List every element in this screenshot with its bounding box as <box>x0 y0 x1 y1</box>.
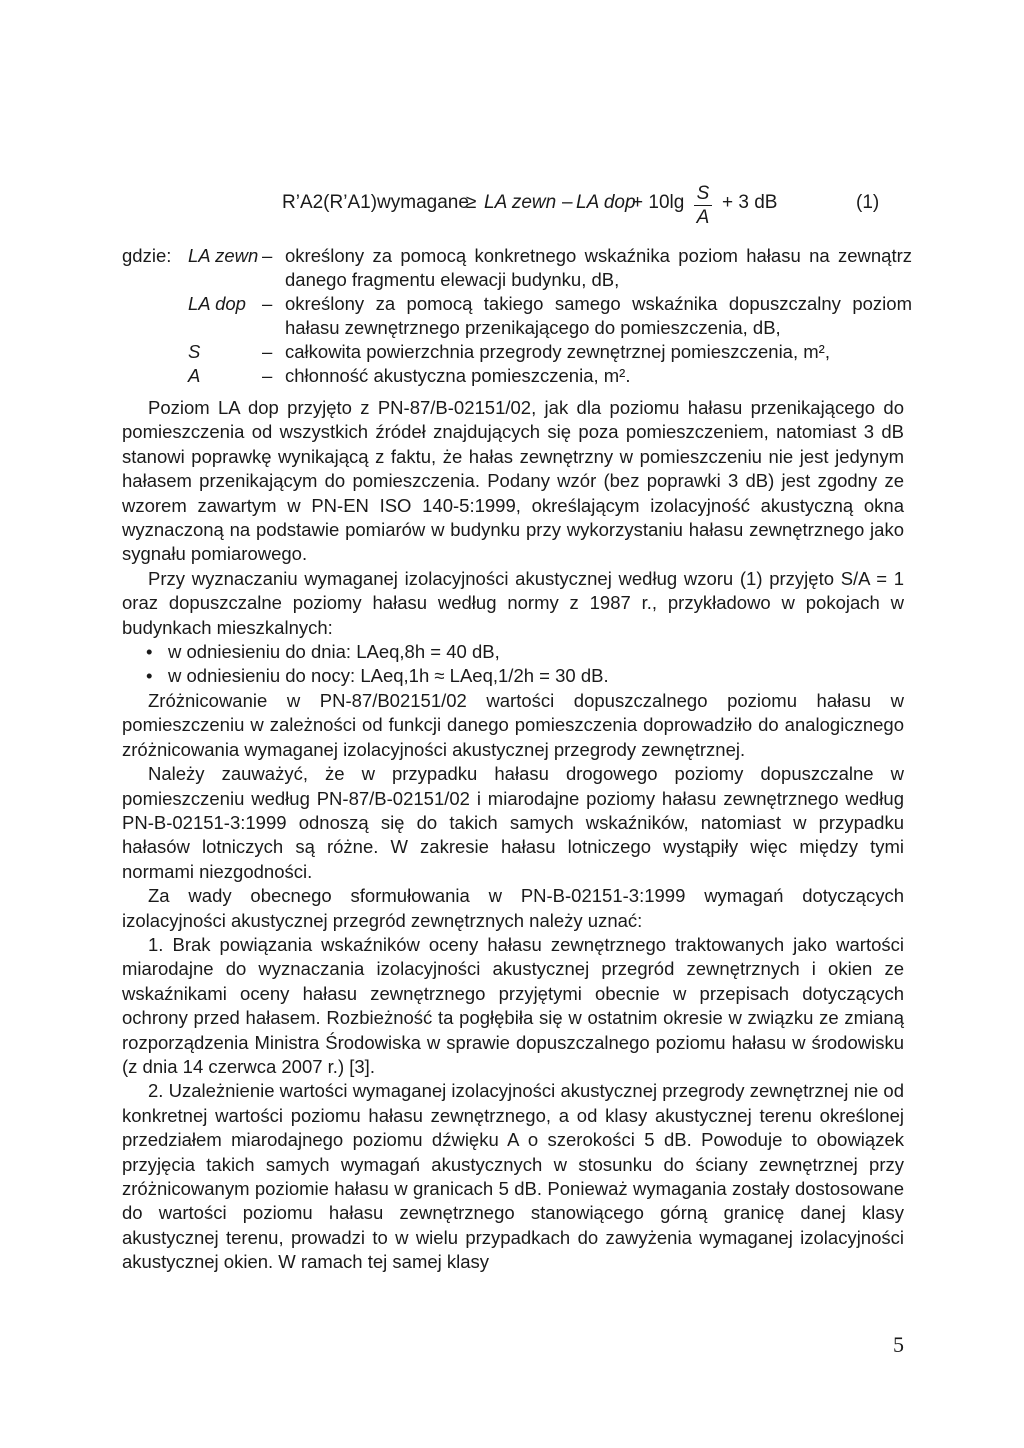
formula-fraction <box>692 184 714 229</box>
definition-dash: – <box>262 341 273 362</box>
bullet-item: • w odniesieniu do dnia: LAeq,8h = 40 dB, <box>122 640 904 664</box>
paragraph: 1. Brak powiązania wskaźników oceny hałasu zewnętrznego traktowanych jako wartości miarodajne do wyznaczania izolacyjności akustycznej przegród zewnętrznych i okien ze wskaźnikami oceny hałasu zewnętrznego przyjętymi obecnie w przepisach dotyczących ochrony przed hałasem. Rozbieżność ta pogłębiła się w ostatnim okresie w związku ze zmianą rozporządzenia Ministra Środowiska w sprawie dopuszczalnego poziomu hałasu w środowisku (z dnia 14 czerwca 2007 r.) [3]. <box>122 933 904 1077</box>
page-number: 5 <box>893 1332 904 1357</box>
formula-correction: + 3 dB <box>722 192 778 213</box>
definition-dash: – <box>262 293 273 314</box>
definition-symbol: LA dop <box>188 293 246 314</box>
formula-relation: ≥ <box>466 192 477 213</box>
definition-symbol: LA zewn <box>188 245 259 266</box>
bullet-list <box>122 640 904 689</box>
definition-dash: – <box>262 245 273 266</box>
body-text <box>122 396 904 1275</box>
fraction-denominator: A <box>696 207 710 228</box>
paragraph: Należy zauważyć, że w przypadku hałasu drogowego poziomy dopuszczalne w pomieszczeniu według PN-87/B-02151/02 i miarodajne poziomy hałasu zewnętrznego według PN-B-02151-3:1999 odnoszą się do takich samych wskaźników, natomiast w przypadku hałasów lotniczych są różne. W zakresie hałasu lotniczego wystąpiły więc między tymi normami niezgodności. <box>122 763 904 882</box>
formula-lhs: R’A2(R’A1)wymagane <box>282 192 469 213</box>
paragraph: 2. Uzależnienie wartości wymaganej izolacyjności akustycznej przegrody zewnętrznej nie od konkretnej wartości poziomu hałasu zewnętrznego, a od klasy akustycznej terenu określonej przedziałem miarodajnego poziomu dźwięku A o szerokości 5 dB. Powoduje to obowiązek przyjęcia takich samych wymagań akustycznych w stosunku do ściany zewnętrznej przy zróżnicowanym poziomie hałasu w granicach 5 dB. Ponieważ wymagania zostały dostosowane do wartości poziomu hałasu zewnętrznego stanowiącego górną granicę danej klasy akustycznej terenu, prowadzi to w wielu przypadkach do zawyżenia wymaganej izolacyjności akustycznej okien. W ramach tej samej klasy <box>122 1080 904 1273</box>
definition-row <box>122 340 912 364</box>
definitions-lead: gdzie: <box>122 245 172 266</box>
paragraph: Przy wyznaczaniu wymaganej izolacyjności akustycznej według wzoru (1) przyjęto S/A = 1 oraz dopuszczalne poziomy hałasu według normy z 1987 r., przykładowo w pokojach w budynkach mieszkalnych: <box>122 567 904 638</box>
paragraph: Poziom LA dop przyjęto z PN-87/B-02151/02, jak dla poziomu hałasu przenikającego do pomieszczenia od wszystkich źródeł znajdujących się poza pomieszczeniem, natomiast 3 dB stanowi poprawkę wynikającą z faktu, że hałas zewnętrzny w pomieszczeniu nie jest jedynym hałasem przenikającym do pomieszczenia. Podany wzór (bez poprawki 3 dB) jest zgodny ze wzorem zawartym w PN-EN ISO 140-5:1999, określającym izolacyjność akustyczną okna wyznaczoną na podstawie pomiarów w budynku przy wykorzystaniu hałasu zewnętrznego jako sygnału pomiarowego. <box>122 397 904 565</box>
equation-number: (1) <box>856 192 880 213</box>
formula-term-zewn: LA zewn <box>484 192 557 213</box>
paragraph: Zróżnicowanie w PN-87/B02151/02 wartości dopuszczalnego poziomu hałasu w pomieszczeniu w zależności od funkcji danego pomieszczenia doprowadziło do analogicznego zróżnicowania wymaganej izolacyjności akustycznej przegrody zewnętrznej. <box>122 689 904 760</box>
symbol-definitions <box>122 244 912 388</box>
formula-log-term: + 10lg <box>632 192 685 213</box>
bullet-item: • w odniesieniu do nocy: LAeq,1h ≈ LAeq,1/2h = 30 dB. <box>122 664 904 688</box>
fraction-numerator: S <box>696 183 710 204</box>
definition-dash: – <box>262 365 273 386</box>
definition-row <box>122 364 912 388</box>
definition-text: chłonność akustyczna pomieszczenia, m². <box>285 365 631 386</box>
definition-text: określony za pomocą konkretnego wskaźnika poziom hałasu na zewnątrz danego fragmentu elewacji budynku, dB, <box>285 245 912 290</box>
formula-minus: – <box>562 192 573 213</box>
paragraph: Za wady obecnego sformułowania w PN-B-02151-3:1999 wymagań dotyczących izolacyjności akustycznej przegród zewnętrznych należy uznać: <box>122 885 904 931</box>
definition-row <box>122 244 912 292</box>
equation-1 <box>282 184 912 236</box>
definition-symbol: A <box>188 365 201 386</box>
formula-term-dop: LA dop <box>576 192 636 213</box>
definition-text: określony za pomocą takiego samego wskaźnika dopuszczalny poziom hałasu zewnętrznego przenikającego do pomieszczenia, dB, <box>285 293 912 338</box>
definition-text: całkowita powierzchnia przegrody zewnętrznej pomieszczenia, m², <box>285 341 830 362</box>
definition-symbol: S <box>188 341 201 362</box>
fraction-bar <box>694 205 712 206</box>
definition-row <box>122 292 912 340</box>
